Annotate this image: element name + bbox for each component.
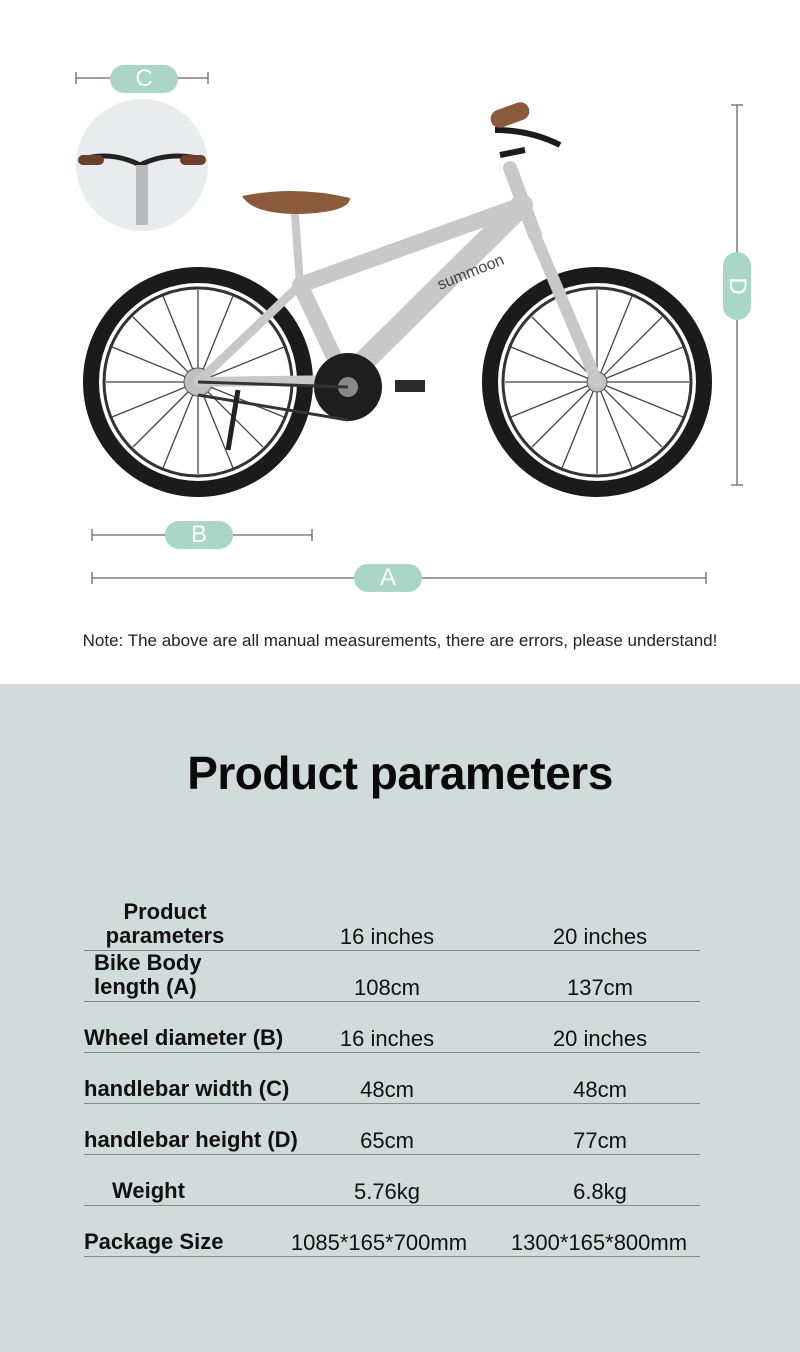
saddle: [242, 191, 350, 214]
row-value-16: 1085*165*700mm: [290, 1230, 468, 1255]
row-value-20: 77cm: [573, 1128, 627, 1153]
row-label: handlebar height (D): [84, 1127, 298, 1152]
row-label: Weight: [112, 1178, 185, 1203]
row-value-20: 137cm: [566, 975, 634, 1000]
dimension-label-b: B: [165, 521, 233, 549]
table-row: [84, 900, 700, 951]
row-label: handlebar width (C): [84, 1076, 290, 1101]
row-label: Package Size: [84, 1229, 224, 1254]
bike-brand-label: summoon: [435, 251, 507, 294]
table-row: [84, 951, 700, 1002]
dimension-label-c: C: [110, 65, 178, 93]
handlebar: [495, 130, 560, 155]
dimension-label-a: A: [354, 564, 422, 592]
table-row: [84, 1104, 700, 1155]
row-label: Bike Body length (A): [94, 950, 202, 999]
dimension-label-d-text: D: [724, 277, 751, 295]
row-label: Product parameters: [105, 899, 225, 948]
row-value-16: 65cm: [360, 1128, 414, 1153]
row-value-20: 20 inches: [552, 924, 648, 949]
table-row: [84, 1155, 700, 1206]
handlebar-inset: [76, 99, 208, 231]
row-value-16: 5.76kg: [353, 1179, 421, 1204]
row-value-20: 1300*165*800mm: [510, 1230, 688, 1255]
row-value-16: 16 inches: [339, 1026, 435, 1051]
section-title: Product parameters: [187, 747, 613, 799]
measurement-note: Note: The above are all manual measurements, there are errors, please understand!: [82, 631, 718, 650]
row-value-20: 20 inches: [552, 1026, 648, 1051]
dimension-label-d: [723, 252, 751, 320]
parameters-panel: [0, 684, 800, 1352]
table-row: [84, 1002, 700, 1053]
row-value-16: 16 inches: [339, 924, 435, 949]
row-value-16: 108cm: [353, 975, 421, 1000]
row-label: Wheel diameter (B): [84, 1025, 284, 1050]
row-value-20: 6.8kg: [573, 1179, 627, 1204]
table-row: [84, 1053, 700, 1104]
table-row: [84, 1206, 700, 1257]
row-value-16: 48cm: [360, 1077, 414, 1102]
row-value-20: 48cm: [573, 1077, 627, 1102]
